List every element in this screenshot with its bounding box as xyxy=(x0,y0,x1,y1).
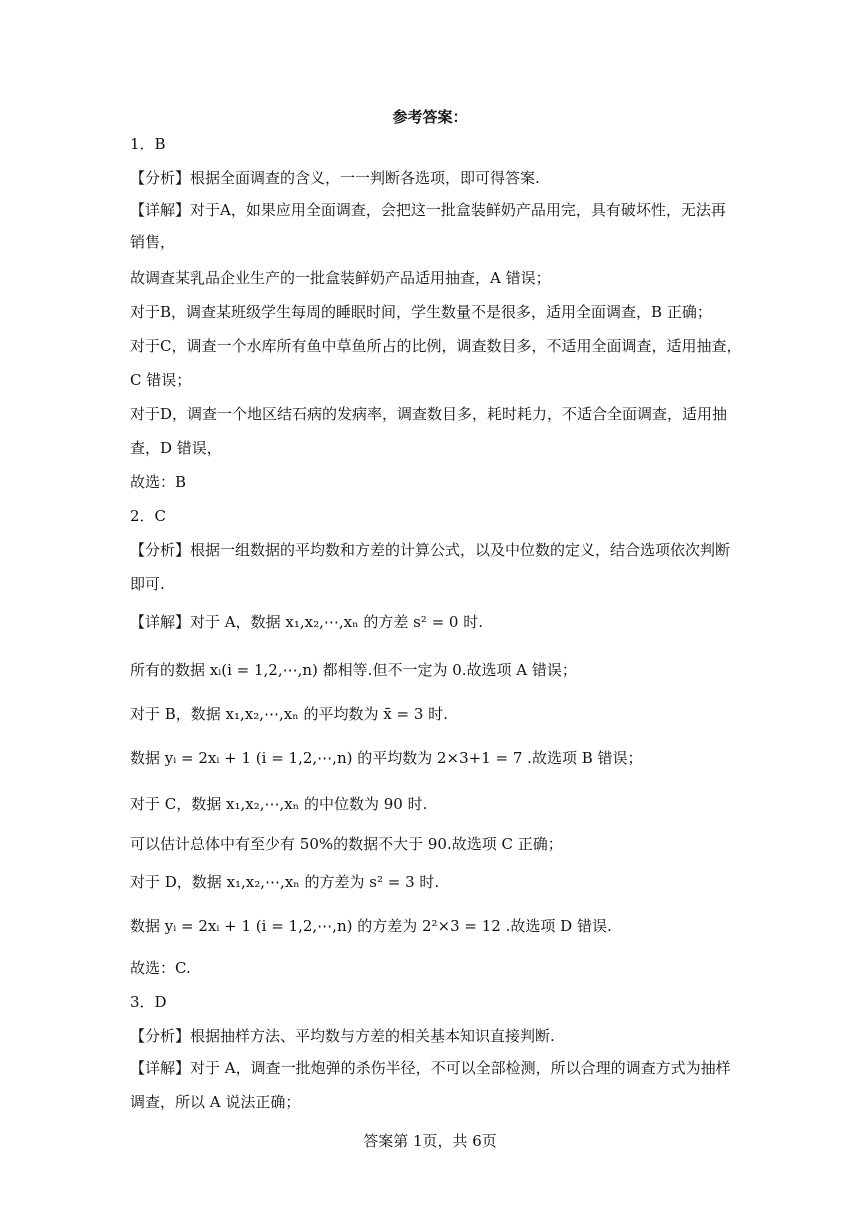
page-footer: 答案第 1页，共 6页 xyxy=(363,1132,497,1150)
conclusion-1: 故选：B xyxy=(130,473,187,491)
analysis-2-line-1: 【分析】根据一组数据的平均数和方差的计算公式，以及中位数的定义，结合选项依次判断 xyxy=(130,541,731,559)
detail-1-line-1: 【详解】对于A，如果应用全面调查，会把这一批盒装鲜奶产品用完，具有破坏性，无法再 xyxy=(130,201,726,219)
answer-3-label: 3．D xyxy=(130,993,167,1011)
detail-1-line-8: 查，D 错误， xyxy=(130,439,222,457)
detail-1-line-5: 对于C，调查一个水库所有鱼中草鱼所占的比例，调查数目多，不适用全面调查，适用抽查， xyxy=(130,337,742,355)
detail-1-line-7: 对于D，调查一个地区结石病的发病率，调查数目多，耗时耗力，不适合全面调查，适用抽 xyxy=(130,405,728,423)
answer-1-label: 1．B xyxy=(130,135,166,153)
detail-2-line-1: 【详解】对于 A，数据 x₁,x₂,⋯,xₙ 的方差 s² = 0 时. xyxy=(130,613,483,631)
page-title: 参考答案： xyxy=(392,108,468,126)
detail-2-line-4: 数据 yᵢ = 2xᵢ + 1 (i = 1,2,⋯,n) 的平均数为 2×3+1 = 7 .故选项 B 错误； xyxy=(130,749,643,767)
detail-2-line-6: 可以估计总体中有至少有 50%的数据不大于 90.故选项 C 正确； xyxy=(130,835,563,853)
detail-1-line-2: 销售， xyxy=(130,233,176,251)
analysis-1: 【分析】根据全面调查的含义，一一判断各选项，即可得答案. xyxy=(130,169,540,187)
answer-2-label: 2．C xyxy=(130,507,167,525)
detail-1-line-4: 对于B，调查某班级学生每周的睡眠时间，学生数量不是很多，适用全面调查，B 正确； xyxy=(130,303,712,321)
detail-2-line-2: 所有的数据 xᵢ(i = 1,2,⋯,n) 都相等.但不一定为 0.故选项 A 错误； xyxy=(130,661,577,679)
detail-3-line-2: 调查，所以 A 说法正确； xyxy=(130,1093,301,1111)
analysis-2-line-2: 即可. xyxy=(130,575,165,593)
detail-2-line-5: 对于 C，数据 x₁,x₂,⋯,xₙ 的中位数为 90 时. xyxy=(130,795,428,813)
detail-2-line-7: 对于 D，数据 x₁,x₂,⋯,xₙ 的方差为 s² = 3 时. xyxy=(130,873,440,891)
detail-2-line-8: 数据 yᵢ = 2xᵢ + 1 (i = 1,2,⋯,n) 的方差为 2²×3 = 12 .故选项 D 错误. xyxy=(130,917,612,935)
detail-1-line-6: C 错误； xyxy=(130,371,192,389)
detail-3-line-1: 【详解】对于 A，调查一批炮弹的杀伤半径，不可以全部检测，所以合理的调查方式为抽样 xyxy=(130,1059,731,1077)
analysis-3: 【分析】根据抽样方法、平均数与方差的相关基本知识直接判断. xyxy=(130,1027,555,1045)
detail-2-line-3: 对于 B，数据 x₁,x₂,⋯,xₙ 的平均数为 x̄ = 3 时. xyxy=(130,705,448,723)
detail-1-line-3: 故调查某乳品企业生产的一批盒装鲜奶产品适用抽查，A 错误； xyxy=(130,269,551,287)
conclusion-2: 故选：C. xyxy=(130,959,191,977)
